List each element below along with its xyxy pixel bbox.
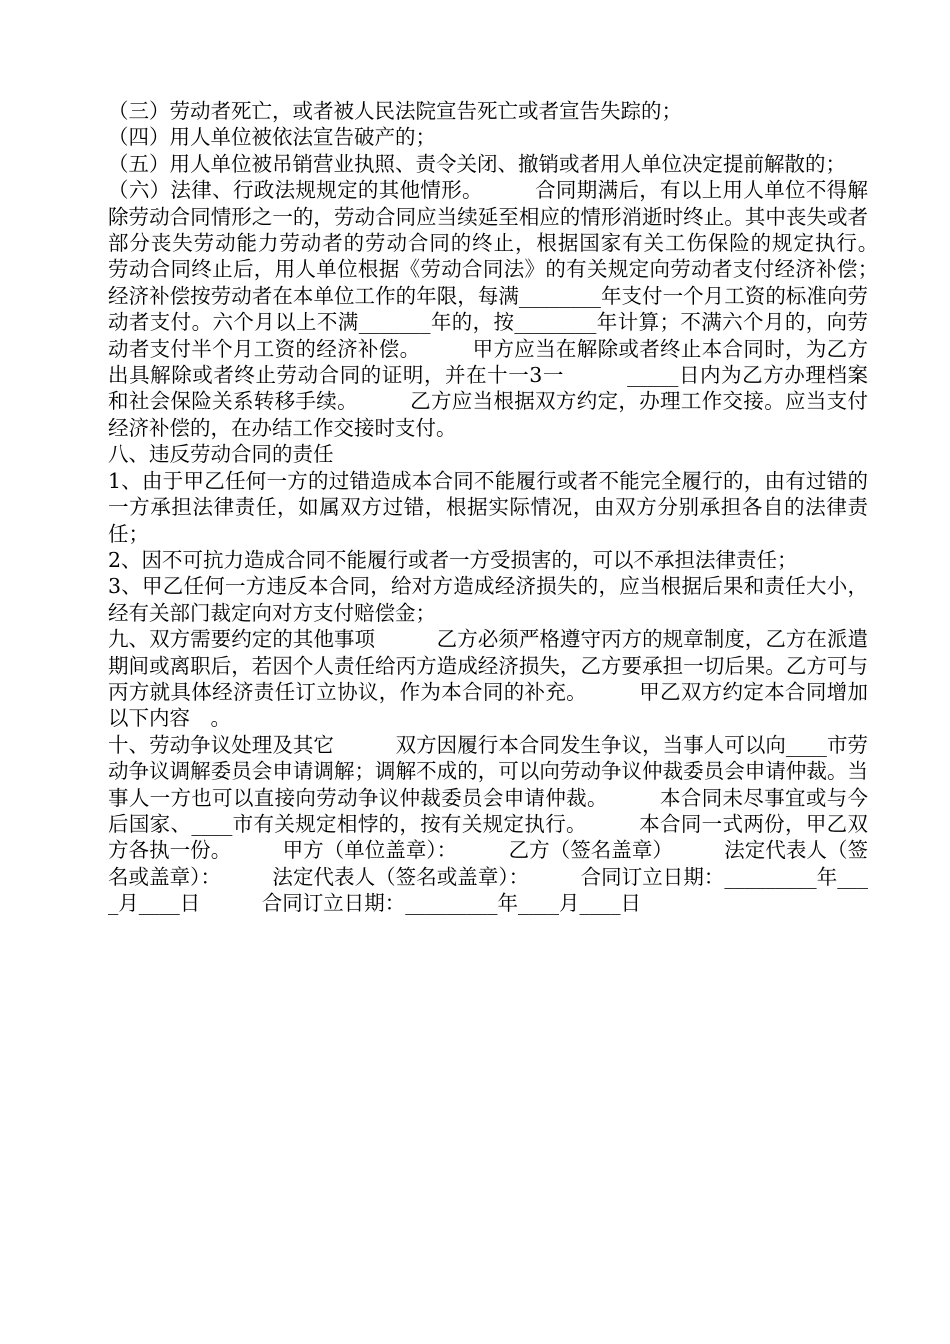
section-dispute-resolution: 十、劳动争议处理及其它 双方因履行本合同发生争议，当事人可以向____市劳动争议调解委员会申请调解；调解不成的，可以向劳动争议仲裁委员会申请仲裁。当事人一方也可以直接向劳动争议仲裁委员会申请仲裁。 本合同未尽事宜或与今后国家、____市有关规定相悖的，按有关规定执行。 本合同一式两份，甲乙双方各执一份。 甲方（单位盖章）： 乙方（签名盖章） 法定代表人（签名或盖章）： 法定代表人（签名或盖章）： 合同订立日期：_________年____月____日 合同订立日期：_________年____月____日	[108, 732, 868, 916]
clause-item-6-and-termination: （六）法律、行政法规规定的其他情形。 合同期满后，有以上用人单位不得解除劳动合同情形之一的，劳动合同应当续延至相应的情形消逝时终止。其中丧失或者部分丧失劳动能力劳动者的劳动合同的终止，根据国家有关工伤保险的规定执行。 劳动合同终止后，用人单位根据《劳动合同法》的有关规定向劳动者支付经济补偿； 经济补偿按劳动者在本单位工作的年限，每满________年支付一个月工资的标准向劳动者支付。六个月以上不满_______年的，按________年计算；不满六个月的，向劳动者支付半个月工资的经济补偿。 甲方应当在解除或者终止本合同时，为乙方出具解除或者终止劳动合同的证明，并在十一3一 _____日内为乙方办理档案和社会保险关系转移手续。 乙方应当根据双方约定，办理工作交接。应当支付经济补偿的，在办结工作交接时支付。	[108, 178, 930, 440]
breach-clause-1: 1、由于甲乙任何一方的过错造成本合同不能履行或者不能完全履行的，由有过错的一方承担法律责任，如属双方过错，根据实际情况，由双方分别承担各自的法律责任；	[108, 468, 868, 546]
section-heading-breach-liability: 八、违反劳动合同的责任	[108, 442, 334, 467]
clause-item-4: （四）用人单位被依法宣告破产的；	[108, 125, 436, 150]
clause-item-5: （五）用人单位被吊销营业执照、责令关闭、撤销或者用人单位决定提前解散的；	[108, 151, 846, 176]
clause-item-3: （三）劳动者死亡，或者被人民法院宣告死亡或者宣告失踪的；	[108, 99, 682, 123]
breach-clause-2: 2、因不可抗力造成合同不能履行或者一方受损害的，可以不承担法律责任；	[108, 547, 798, 572]
breach-clause-3: 3、甲乙任何一方违反本合同，给对方造成经济损失的，应当根据后果和责任大小，经有关部门裁定向对方支付赔偿金；	[108, 574, 868, 625]
section-other-matters: 九、双方需要约定的其他事项 乙方必须严格遵守丙方的规章制度，乙方在派遣期间或离职后，若因个人责任给丙方造成经济损失，乙方要承担一切后果。乙方可与丙方就具体经济责任订立协议，作为本合同的补充。 甲乙双方约定本合同增加以下内容 。	[108, 627, 868, 731]
document-page	[108, 98, 930, 917]
